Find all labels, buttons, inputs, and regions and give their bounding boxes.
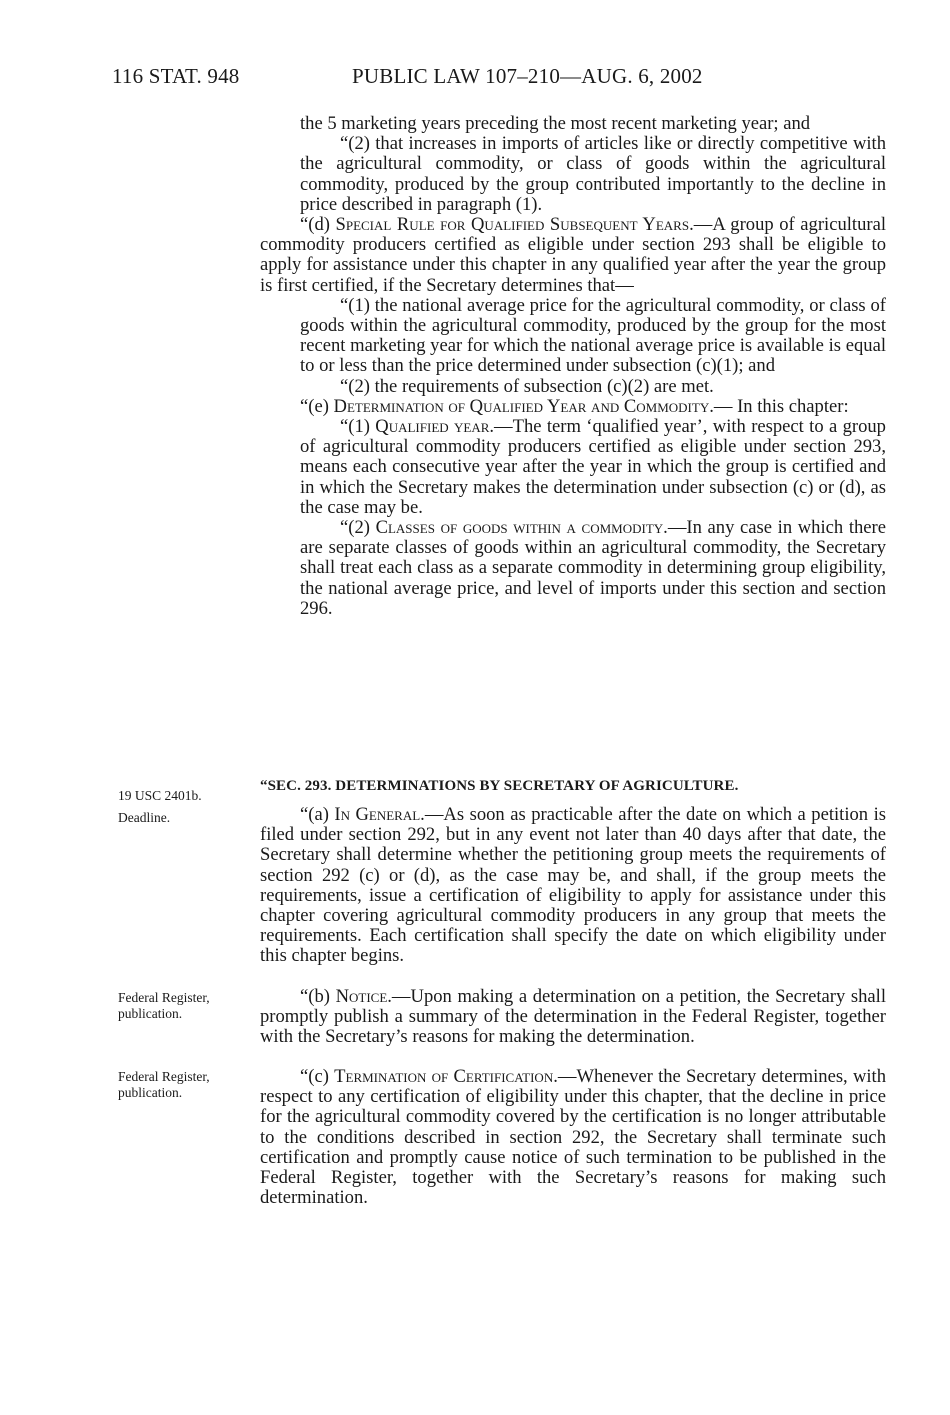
paragraph-c2: “(2) that increases in imports of articles like or directly competitive with the agricultural commodity, or class of goods within the agricultural commodity, produced by the group contributed importantly to the decline in price described in paragraph (1). (300, 133, 886, 215)
subsection-a-heading: In General. (334, 804, 425, 825)
subsection-e-heading: Determination of Qualified Year and Commodity. (333, 395, 714, 417)
subsection-a-text: —As soon as practicable after the date on which a petition is filed under section 292, but in any event not later than 40 days after that date, the Secretary shall determine whether the petitioning group meets the requirements of section 292 (c) or (d), as the case may be, and shall, if the group meets the requirements, issue a certification of eligibility to apply for assistance under this chapter covering agricultural commodity producers in any group that meets the requirements. Each certification shall specify the date on which eligibility under this chapter begins. (260, 804, 886, 967)
margin-note-citation: 19 USC 2401b. (118, 788, 202, 803)
subsection-d-lead: “(d) (300, 214, 336, 236)
section-293-subsection-b (260, 987, 886, 1048)
margin-note-deadline: Deadline. (118, 810, 171, 825)
subsection-b-text: —Upon making a determination on a petition, the Secretary shall promptly publish a summary of the determination in the Federal Register, together with the Secretary’s reasons for making the determination. (260, 986, 886, 1048)
public-law-title: PUBLIC LAW 107–210—AUG. 6, 2002 (352, 64, 703, 88)
subsection-c-heading: Termination of Certification. (334, 1066, 558, 1087)
paragraph-e2-heading: Classes of goods within a commodity. (375, 517, 668, 539)
subsection-b (260, 987, 886, 1048)
paragraph-e1-lead: “(1) (340, 416, 376, 438)
paragraph-e1-heading: Qualified year. (375, 416, 495, 438)
paragraph-continuation: the 5 marketing years preceding the most recent marketing year; and (300, 113, 811, 134)
paragraph-d2: “(2) the requirements of subsection (c)(2) are met. (340, 375, 714, 397)
subsection-e-lead: “(e) (300, 395, 334, 417)
margin-note-federal-register-1: Federal Register, publication. (118, 990, 210, 1021)
paragraph-e2-text: —In any case in which there are separate classes of goods within an agricultural commodity, the Secretary shall treat each class as a separate commodity in determining group eligibility, the national average price, and level of imports under this section and section 296. (300, 517, 886, 619)
subsection-c-text: —Whenever the Secretary determines, with respect to any certification of eligibility under this chapter, that the decline in price for the agricultural commodity covered by the certification is no longer attributable to the conditions described in section 292, the Secretary shall terminate such certification and promptly cause notice of such termination to be published in the Federal Register, together with the Secretary’s reasons for making such determination. (260, 1066, 886, 1209)
subsection-d-text: —A group of agricultural commodity producers certified as eligible under section 293 shall be eligible to apply for assistance under this chapter in any qualified year after the year the group is first certified, if the Secretary determines that— (260, 214, 886, 296)
subsection-d-heading: Special Rule for Qualified Subsequent Years. (335, 214, 694, 236)
subsection-d (260, 215, 886, 296)
page-header (0, 64, 950, 94)
subsection-b-heading: Notice. (335, 986, 392, 1007)
subsection-e-text: — In this chapter: (713, 395, 849, 417)
section-293-subsection-a (260, 805, 886, 967)
section-293-heading: “SEC. 293. DETERMINATIONS BY SECRETARY OF AGRICULTURE. (260, 778, 739, 794)
subsection-a (260, 805, 886, 967)
subsection-e (260, 397, 886, 417)
paragraph-e2-lead: “(2) (340, 517, 376, 539)
subsection-c-lead: “(c) (300, 1066, 335, 1087)
paragraph-e1 (260, 417, 886, 518)
subsection-b-lead: “(b) (300, 986, 336, 1007)
paragraph-e2 (260, 518, 886, 619)
subsection-a-lead: “(a) (300, 804, 335, 825)
continued-text-block (260, 114, 886, 619)
section-293-subsection-c (260, 1067, 886, 1208)
paragraph-d1: “(1) the national average price for the agricultural commodity, or class of goods within the agricultural commodity, produced by the group for the most recent marketing year for which the national average price is available is equal to or less than the price determined under subsection (c)(1); and (300, 294, 886, 377)
subsection-c (260, 1067, 886, 1208)
paragraph-e1-text: —The term ‘qualified year’, with respect to a group of agricultural commodity producers certified as eligible under section 293, means each consecutive year after the year in which the group is certified and in which the Secretary makes the determination under subsection (c) or (d), as the case may be. (300, 416, 886, 518)
margin-note-federal-register-2: Federal Register, publication. (118, 1069, 210, 1100)
stat-page-reference: 116 STAT. 948 (112, 64, 240, 88)
